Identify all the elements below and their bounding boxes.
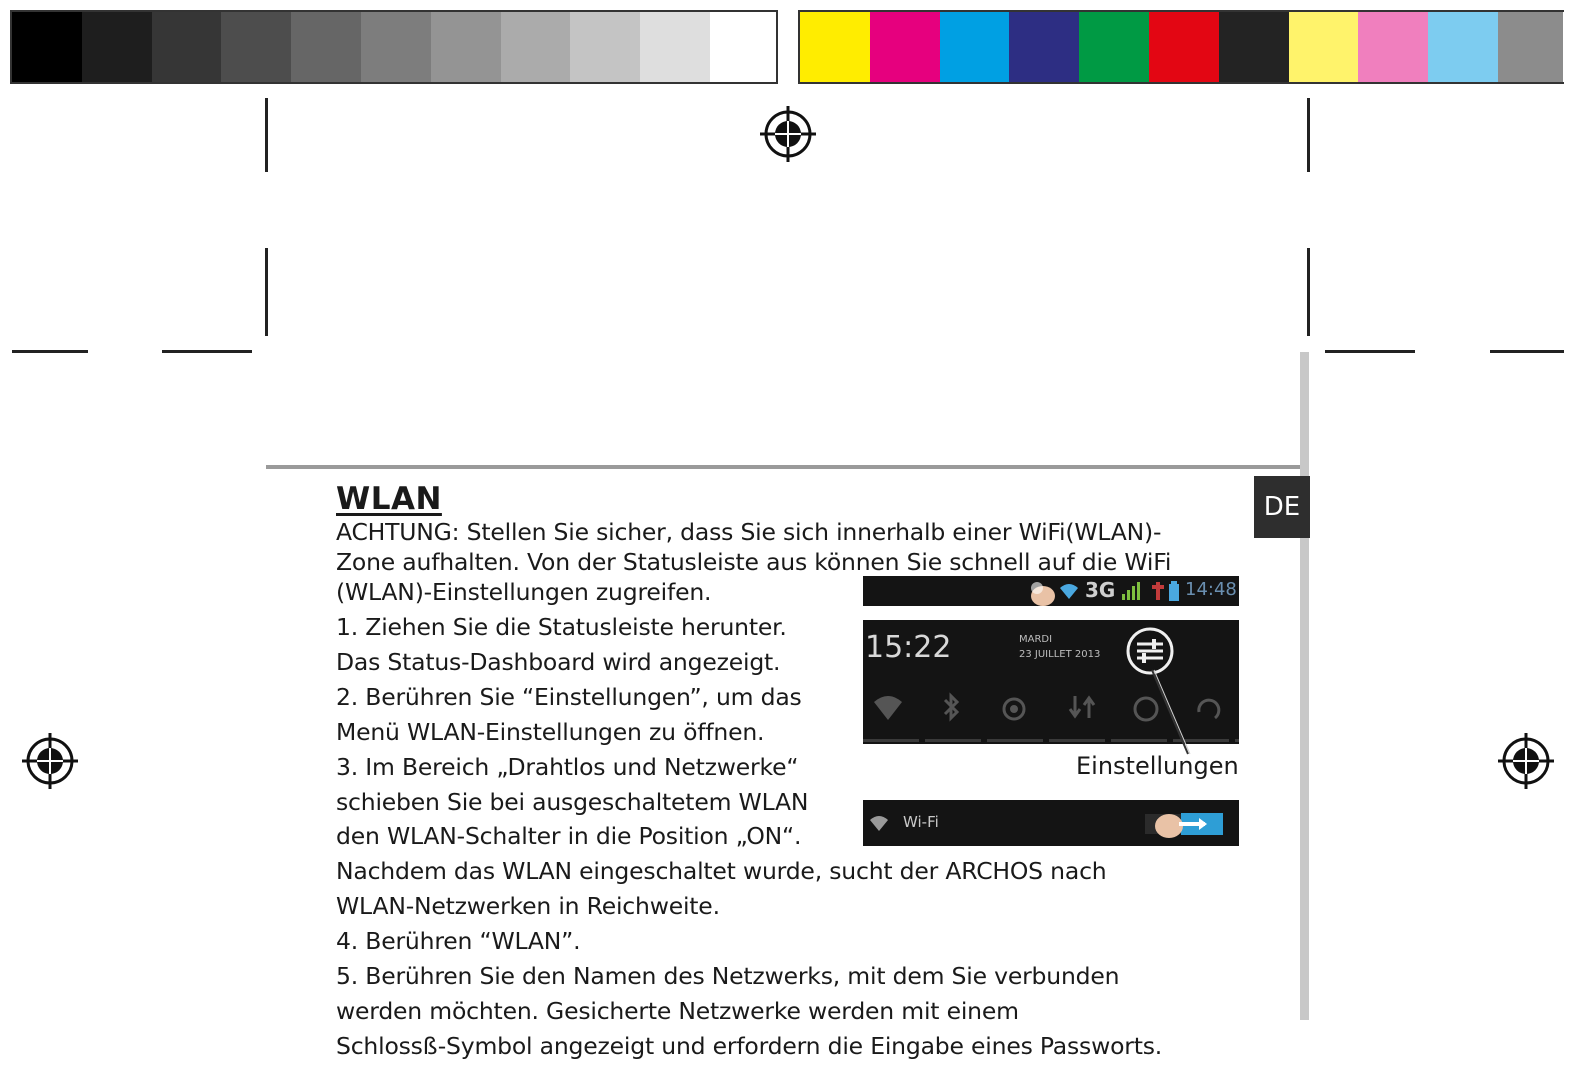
dashboard-day: MARDI [1019,634,1053,645]
body-line: 2. Berühren Sie “Einstellungen”, um das [336,683,802,711]
bluetooth-icon [941,692,961,722]
body-line: Zone aufhalten. Von der Statusleiste aus können Sie schnell auf die WiFi [336,548,1172,576]
body-line: ACHTUNG: Stellen Sie sicher, dass Sie sich innerhalb einer WiFi(WLAN)- [336,518,1162,546]
section-heading: WLAN [336,481,442,517]
crop-mark [12,350,88,353]
settings-caption: Einstellungen [1076,752,1239,780]
cell-signal-icon [1121,582,1141,600]
registration-mark-icon [20,731,80,791]
body-line: WLAN-Netzwerken in Reichweite. [336,892,720,920]
statusbar-screenshot [863,576,1239,606]
callout-leader-line [1120,640,1260,760]
crop-mark [265,248,268,336]
page-top-rule [266,465,1306,469]
wifi-row-label: Wi-Fi [903,813,939,831]
body-line: Nachdem das WLAN eingeschaltet wurde, sucht der ARCHOS nach [336,857,1107,885]
language-tab: DE [1254,476,1310,538]
registration-mark-icon [758,104,818,164]
registration-mark-icon [1496,731,1556,791]
body-line: schieben Sie bei ausgeschaltetem WLAN [336,788,809,816]
wifi-row-icon [869,814,889,832]
crop-mark [265,98,268,172]
body-line: Menü WLAN-Einstellungen zu öffnen. [336,718,765,746]
crop-mark [1490,350,1564,353]
body-line: 4. Berühren “WLAN”. [336,927,581,955]
crop-mark [1325,350,1415,353]
page-side-edge [1300,352,1309,1020]
body-line: werden möchten. Gesicherte Netzwerke werden mit einem [336,997,1019,1025]
battery-icon [1169,581,1179,601]
finger-swipe-icon [1151,806,1211,842]
wifi-signal-icon [1059,582,1079,600]
body-line: 5. Berühren Sie den Namen des Netzwerks, mit dem Sie verbunden [336,962,1120,990]
body-line: (WLAN)-Einstellungen zugreifen. [336,578,712,606]
wifi-switch-screenshot [863,800,1239,846]
dashboard-date: 23 JUILLET 2013 [1019,649,1101,660]
body-line: Das Status-Dashboard wird angezeigt. [336,648,781,676]
crop-mark [162,350,252,353]
body-line: den WLAN-Schalter in die Position „ON“. [336,822,802,850]
gps-icon [999,694,1029,724]
usb-debug-icon [1151,582,1165,600]
body-line: 3. Im Bereich „Drahtlos und Netzwerke“ [336,753,799,781]
crop-mark [1307,98,1310,172]
data-sync-icon [1067,692,1097,722]
statusbar-time: 14:48 [1185,579,1237,600]
gray-bar-frame [10,10,778,84]
body-line: Schlossß-Symbol angezeigt und erfordern die Eingabe eines Passworts. [336,1032,1163,1060]
crop-mark [1307,248,1310,336]
wifi-toggle-icon [871,692,905,722]
body-line: 1. Ziehen Sie die Statusleiste herunter. [336,613,787,641]
dashboard-clock: 15:22 [865,630,952,665]
color-bar-frame [798,10,1564,84]
finger-touch-icon [1023,578,1063,608]
network-type-label: 3G [1085,578,1116,602]
